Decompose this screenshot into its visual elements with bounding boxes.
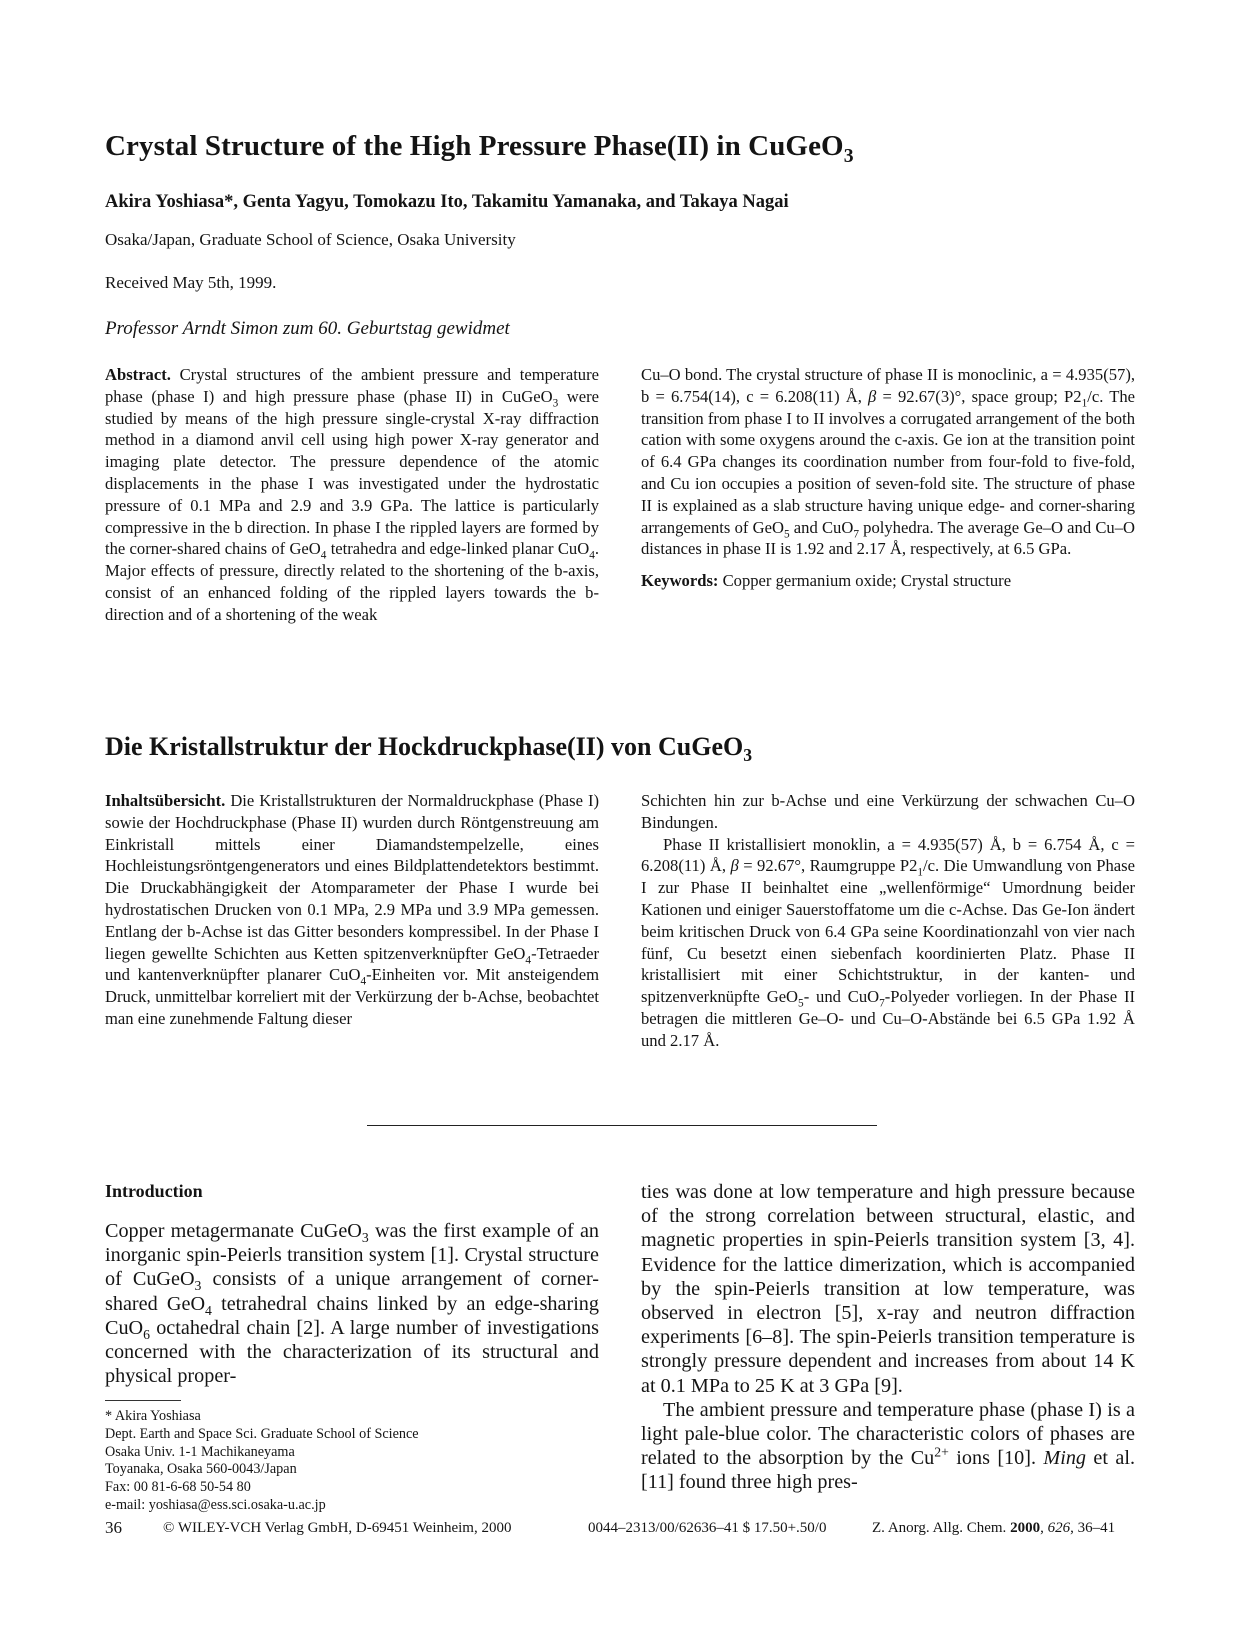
german-title: Die Kristallstruktur der Hockdruckphase(II) von CuGeO$_3$ [105,732,753,766]
article-code: 0044–2313/00/62636–41 $ 17.50+.50/0 [588,1520,827,1536]
abstract-right-column [641,364,1135,592]
keywords-label: Keywords: [641,571,719,591]
footnote-email: e-mail: yoshiasa@ess.sci.osaka-u.ac.jp [105,1496,326,1513]
abstract-text: Abstract. Crystal structures of the ambient pressure and temperature phase (phase I) and high pressure phase (phase II) in CuGeO$_3$ were studied by means of the high pressure single-crystal X-ray diffraction method in a diamond anvil cell using high power X-ray generator and imaging plate detector. The pressure dependence of the atomic displacements in the phase I was investigated under the hydrostatic pressure of 0.1 MPa and 2.9 and 3.9 GPa. The lattice is particularly compressive in the b direction. In phase I the rippled layers are formed by the corner-shared chains of GeO$_4$ tetrahedra and edge-linked planar CuO$_4$. Major effects of pressure, directly related to the shortening of the b-axis, consist of an enhanced folding of the rippled layers towards the b-direction and of a shortening of the weak [105,365,599,624]
publisher-line: © WILEY-VCH Verlag GmbH, D-69451 Weinheim, 2000 [163,1520,512,1536]
abstract-label: Abstract. [105,365,171,384]
introduction-paragraph-1-continued: ties was done at low temperature and high pressure because of the strong correlation between structural, elastic, and magnetic properties in spin-Peierls transition system [3, 4]. Evidence for the lattice dimerization, which is accompanied by the spin-Peierls transition at low temperature, was observed in electron [5], x-ray and neutron diffraction experiments [6–8]. The spin-Peierls transition temperature is strongly pressure dependent and increases from about 14 K at 0.1 MPa to 25 K at 3 GPa [9]. [641,1181,1135,1397]
affiliation: Osaka/Japan, Graduate School of Science, Osaka University [105,230,516,249]
introduction-heading: Introduction [105,1181,203,1201]
german-summary-text: Inhaltsübersicht. Die Kristallstrukturen der Normaldruckphase (Phase I) sowie der Hochdruckphase (Phase II) wurden durch Röntgenstreuung am Einkristall mittels einer Diamandstempelzelle, eines Hochleistungsröntgengenerators und eines Bildplattendetektors bestimmt. Die Druckabhängigkeit der Atomparameter der Phase I wurde bei hydrostatischen Drucken von 0.1 MPa, 2.9 MPa und 3.9 MPa gemessen. Entlang der b-Achse ist das Gitter besonders kompressibel. In der Phase I liegen gewellte Schichten aus Ketten spitzenverknüpfter GeO$_4$-Tetraeder und kantenverknüpfter planarer CuO$_4$-Einheiten vor. Mit ansteigendem Druck, unmittelbar korreliert mit der Verkürzung der b-Achse, beobachtet man eine zunehmende Faltung dieser [105,791,599,1028]
abstract-text-continued: Cu–O bond. The crystal structure of phase II is monoclinic, a = 4.935(57), b = 6.754(14), c = 6.208(11) Å, β = 92.67(3)°, space group; $P2_1/c$. The transition from phase I to II involves a corrugated arrangement of the both cation with some oxygens around the c-axis. Ge ion at the transition point of 6.4 GPa changes its coordination number from four-fold to five-fold, and Cu ion occupies a position of seven-fold site. The structure of phase II is explained as a slab structure having unique edge- and corner-sharing arrangements of GeO$_5$ and CuO$_7$ polyhedra. The average Ge–O and Cu–O distances in phase II is 1.92 and 2.17 Å, respectively, at 6.5 GPa. [641,365,1135,559]
footnote-fax: Fax: 00 81-6-68 50-54 80 [105,1479,251,1496]
introduction-paragraph-2: The ambient pressure and temperature phase (phase I) is a light pale-blue color. The characteristic colors of phases are related to the absorption by the $Cu^{2+}$ ions [10]. Ming et al. [11] found three high pres- [641,1398,1136,1494]
footnote-department: Dept. Earth and Space Sci. Graduate School of Science [105,1425,419,1442]
author-footnote [105,1408,419,1515]
section-divider [367,1125,877,1126]
german-summary-continued: Schichten hin zur b-Achse und eine Verkürzung der schwachen Cu–O Bindungen. [641,791,1135,832]
received-date: Received May 5th, 1999. [105,273,277,292]
journal-citation: Z. Anorg. Allg. Chem. 2000, 626, 36–41 [872,1520,1116,1536]
introduction-left-column [105,1219,599,1388]
author-list: Akira Yoshiasa*, Genta Yagyu, Tomokazu Ito, Takamitu Yamanaka, and Takaya Nagai [105,192,789,212]
footnote-university: Osaka Univ. 1-1 Machikaneyama [105,1443,295,1460]
german-summary-left-column [105,790,599,1030]
german-summary-label: Inhaltsübersicht. [105,791,226,810]
article-title: Crystal Structure of the High Pressure Phase(II) in CuGeO$_3$ [105,130,854,167]
introduction-right-column [641,1180,1135,1495]
footnote-name: * Akira Yoshiasa [105,1408,201,1424]
introduction-paragraph-1: Copper metagermanate CuGeO$_3$ was the first example of an inorganic spin-Peierls transition system [1]. Crystal structure of CuGeO$_3$ consists of a unique arrangement of corner-shared GeO$_4$ tetrahedral chains linked by an edge-sharing CuO$_6$ octahedral chain [2]. A large number of investigations concerned with the characterization of its structural and physical proper- [105,1220,600,1388]
page-number: 36 [105,1518,122,1537]
dedication: Professor Arndt Simon zum 60. Geburtstag gewidmet [105,318,510,339]
footnote-city: Toyanaka, Osaka 560-0043/Japan [105,1461,297,1478]
keywords: Keywords: Copper germanium oxide; Crystal structure [641,571,1012,591]
german-summary-paragraph-2: Phase II kristallisiert monoklin, a = 4.935(57) Å, b = 6.754 Å, c = 6.208(11) Å, β = 92.67°, Raumgruppe $P2_1/c$. Die Umwandlung von Phase I zur Phase II beinhaltet eine „wellenförmige“ Umordnung beider Kationen und einiger Sauerstoffatome um die c-Achse. Das Ge-Ion ändert beim kritischen Druck von 6.4 GPa seine Koordinationzahl von vier nach fünf, Cu besetzt einen siebenfach koordinierten Platz. Phase II kristallisiert mit einer Schichtstruktur, in der kanten- und spitzenverknüpfte GeO$_5$- und CuO$_7$-Polyeder vorliegen. In der Phase II betragen die mittleren Ge–O- und Cu–O-Abstände bei 6.5 GPa 1.92 Å und 2.17 Å. [641,834,1136,1050]
german-summary-right-column [641,790,1135,1052]
footnote-rule [105,1400,181,1401]
abstract-left-column [105,364,599,626]
